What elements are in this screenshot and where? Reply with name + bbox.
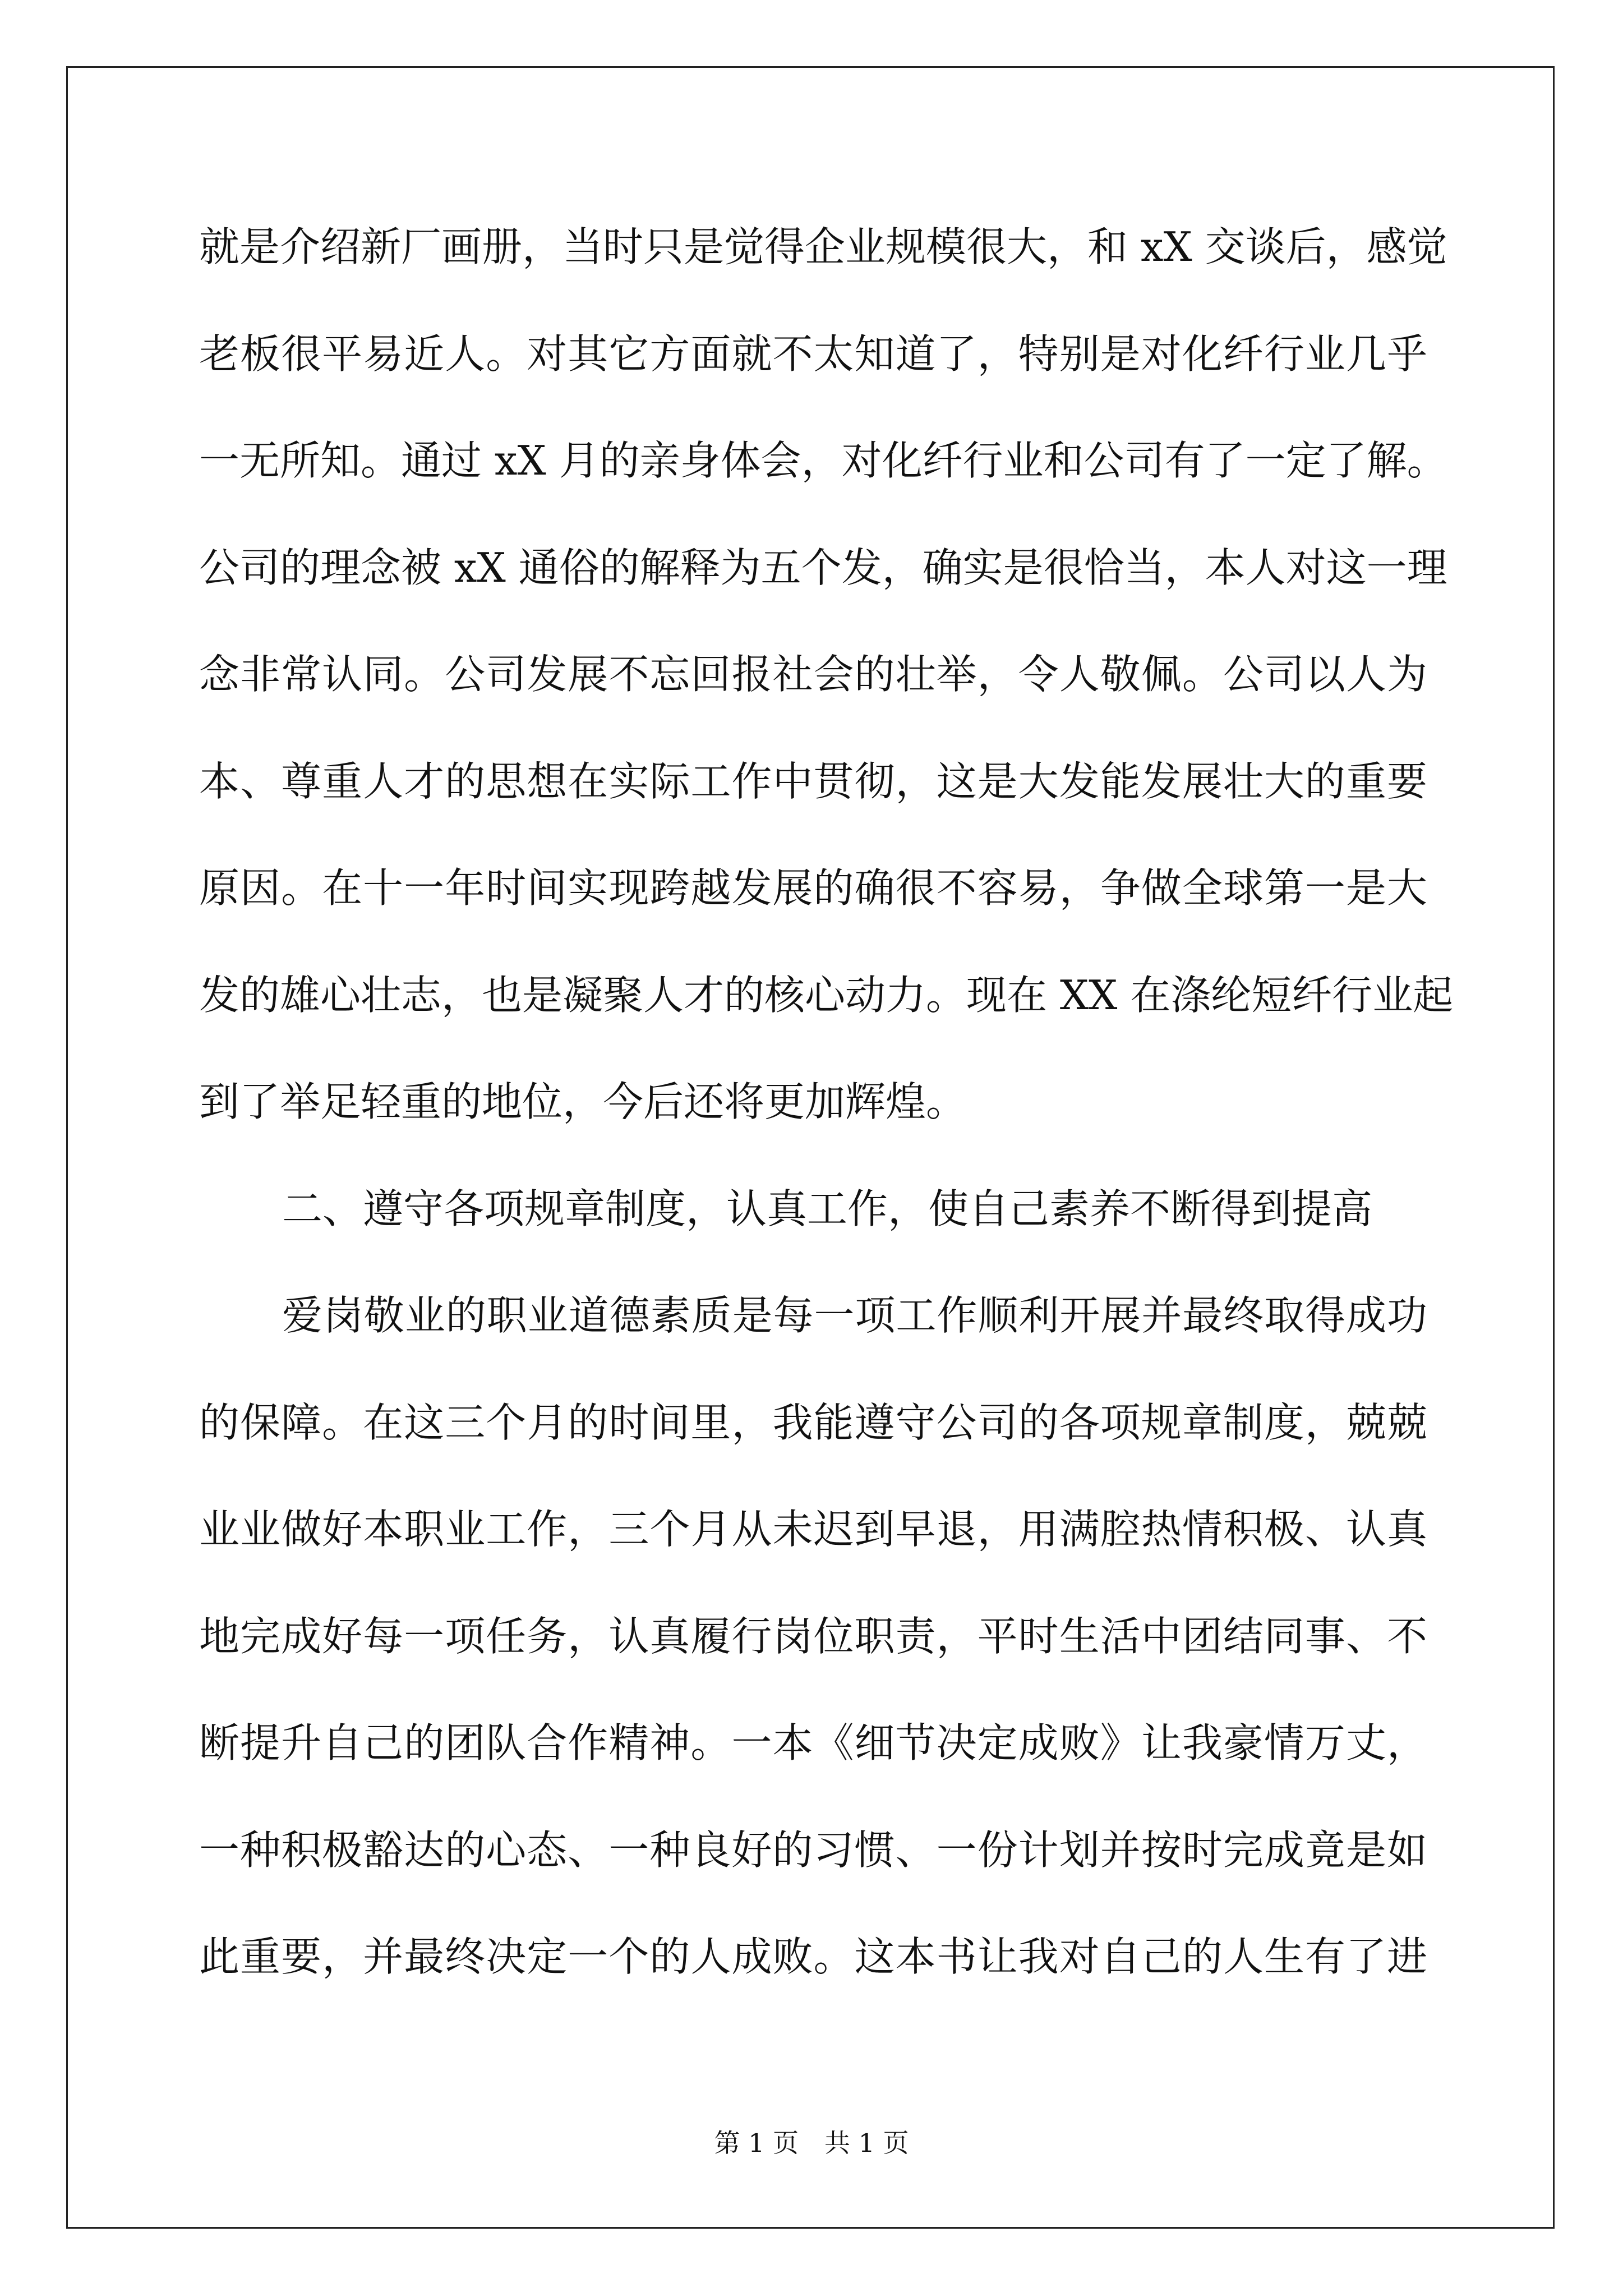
text-line: 发的雄心壮志，也是凝聚人才的核心动力。现在 XX 在涤纶短纤行业起	[199, 971, 1454, 1019]
text-line: 一种积极豁达的心态、一种良好的习惯、一份计划并按时完成竟是如	[199, 1826, 1427, 1874]
text-line: 就是介绍新厂画册，当时只是觉得企业规模很大，和 xX 交谈后，感觉	[199, 223, 1447, 270]
text-line: 的保障。在这三个月的时间里，我能遵守公司的各项规章制度，兢兢	[199, 1398, 1427, 1446]
section-heading: 二、遵守各项规章制度，认真工作，使自己素养不断得到提高	[282, 1185, 1373, 1232]
text-line: 此重要，并最终决定一个的人成败。这本书让我对自己的人生有了进	[199, 1933, 1427, 1980]
paragraph-last-line: 到了举足轻重的地位，今后还将更加辉煌。	[199, 1078, 967, 1125]
paragraph-first-line: 爱岗敬业的职业道德素质是每一项工作顺利开展并最终取得成功	[282, 1292, 1427, 1339]
text-line: 原因。在十一年时间实现跨越发展的确很不容易，争做全球第一是大	[199, 864, 1427, 912]
text-line: 一无所知。通过 xX 月的亲身体会，对化纤行业和公司有了一定了解。	[199, 437, 1447, 484]
text-line: 断提升自己的团队合作精神。一本《细节决定成败》让我豪情万丈，	[199, 1719, 1427, 1766]
document-body	[199, 220, 1454, 2037]
text-line: 老板很平易近人。对其它方面就不太知道了，特别是对化纤行业几乎	[199, 330, 1427, 378]
text-line: 念非常认同。公司发展不忘回报社会的壮举，令人敬佩。公司以人为	[199, 651, 1427, 698]
text-line: 业业做好本职业工作，三个月从未迟到早退，用满腔热情积极、认真	[199, 1506, 1427, 1553]
text-line: 公司的理念被 xX 通俗的解释为五个发，确实是很恰当，本人对这一理	[199, 544, 1447, 591]
text-line: 本、尊重人才的思想在实际工作中贯彻，这是大发能发展壮大的重要	[199, 757, 1427, 805]
page-footer: 第 1 页 共 1 页	[714, 2128, 909, 2158]
text-line: 地完成好每一项任务，认真履行岗位职责，平时生活中团结同事、不	[199, 1612, 1427, 1660]
